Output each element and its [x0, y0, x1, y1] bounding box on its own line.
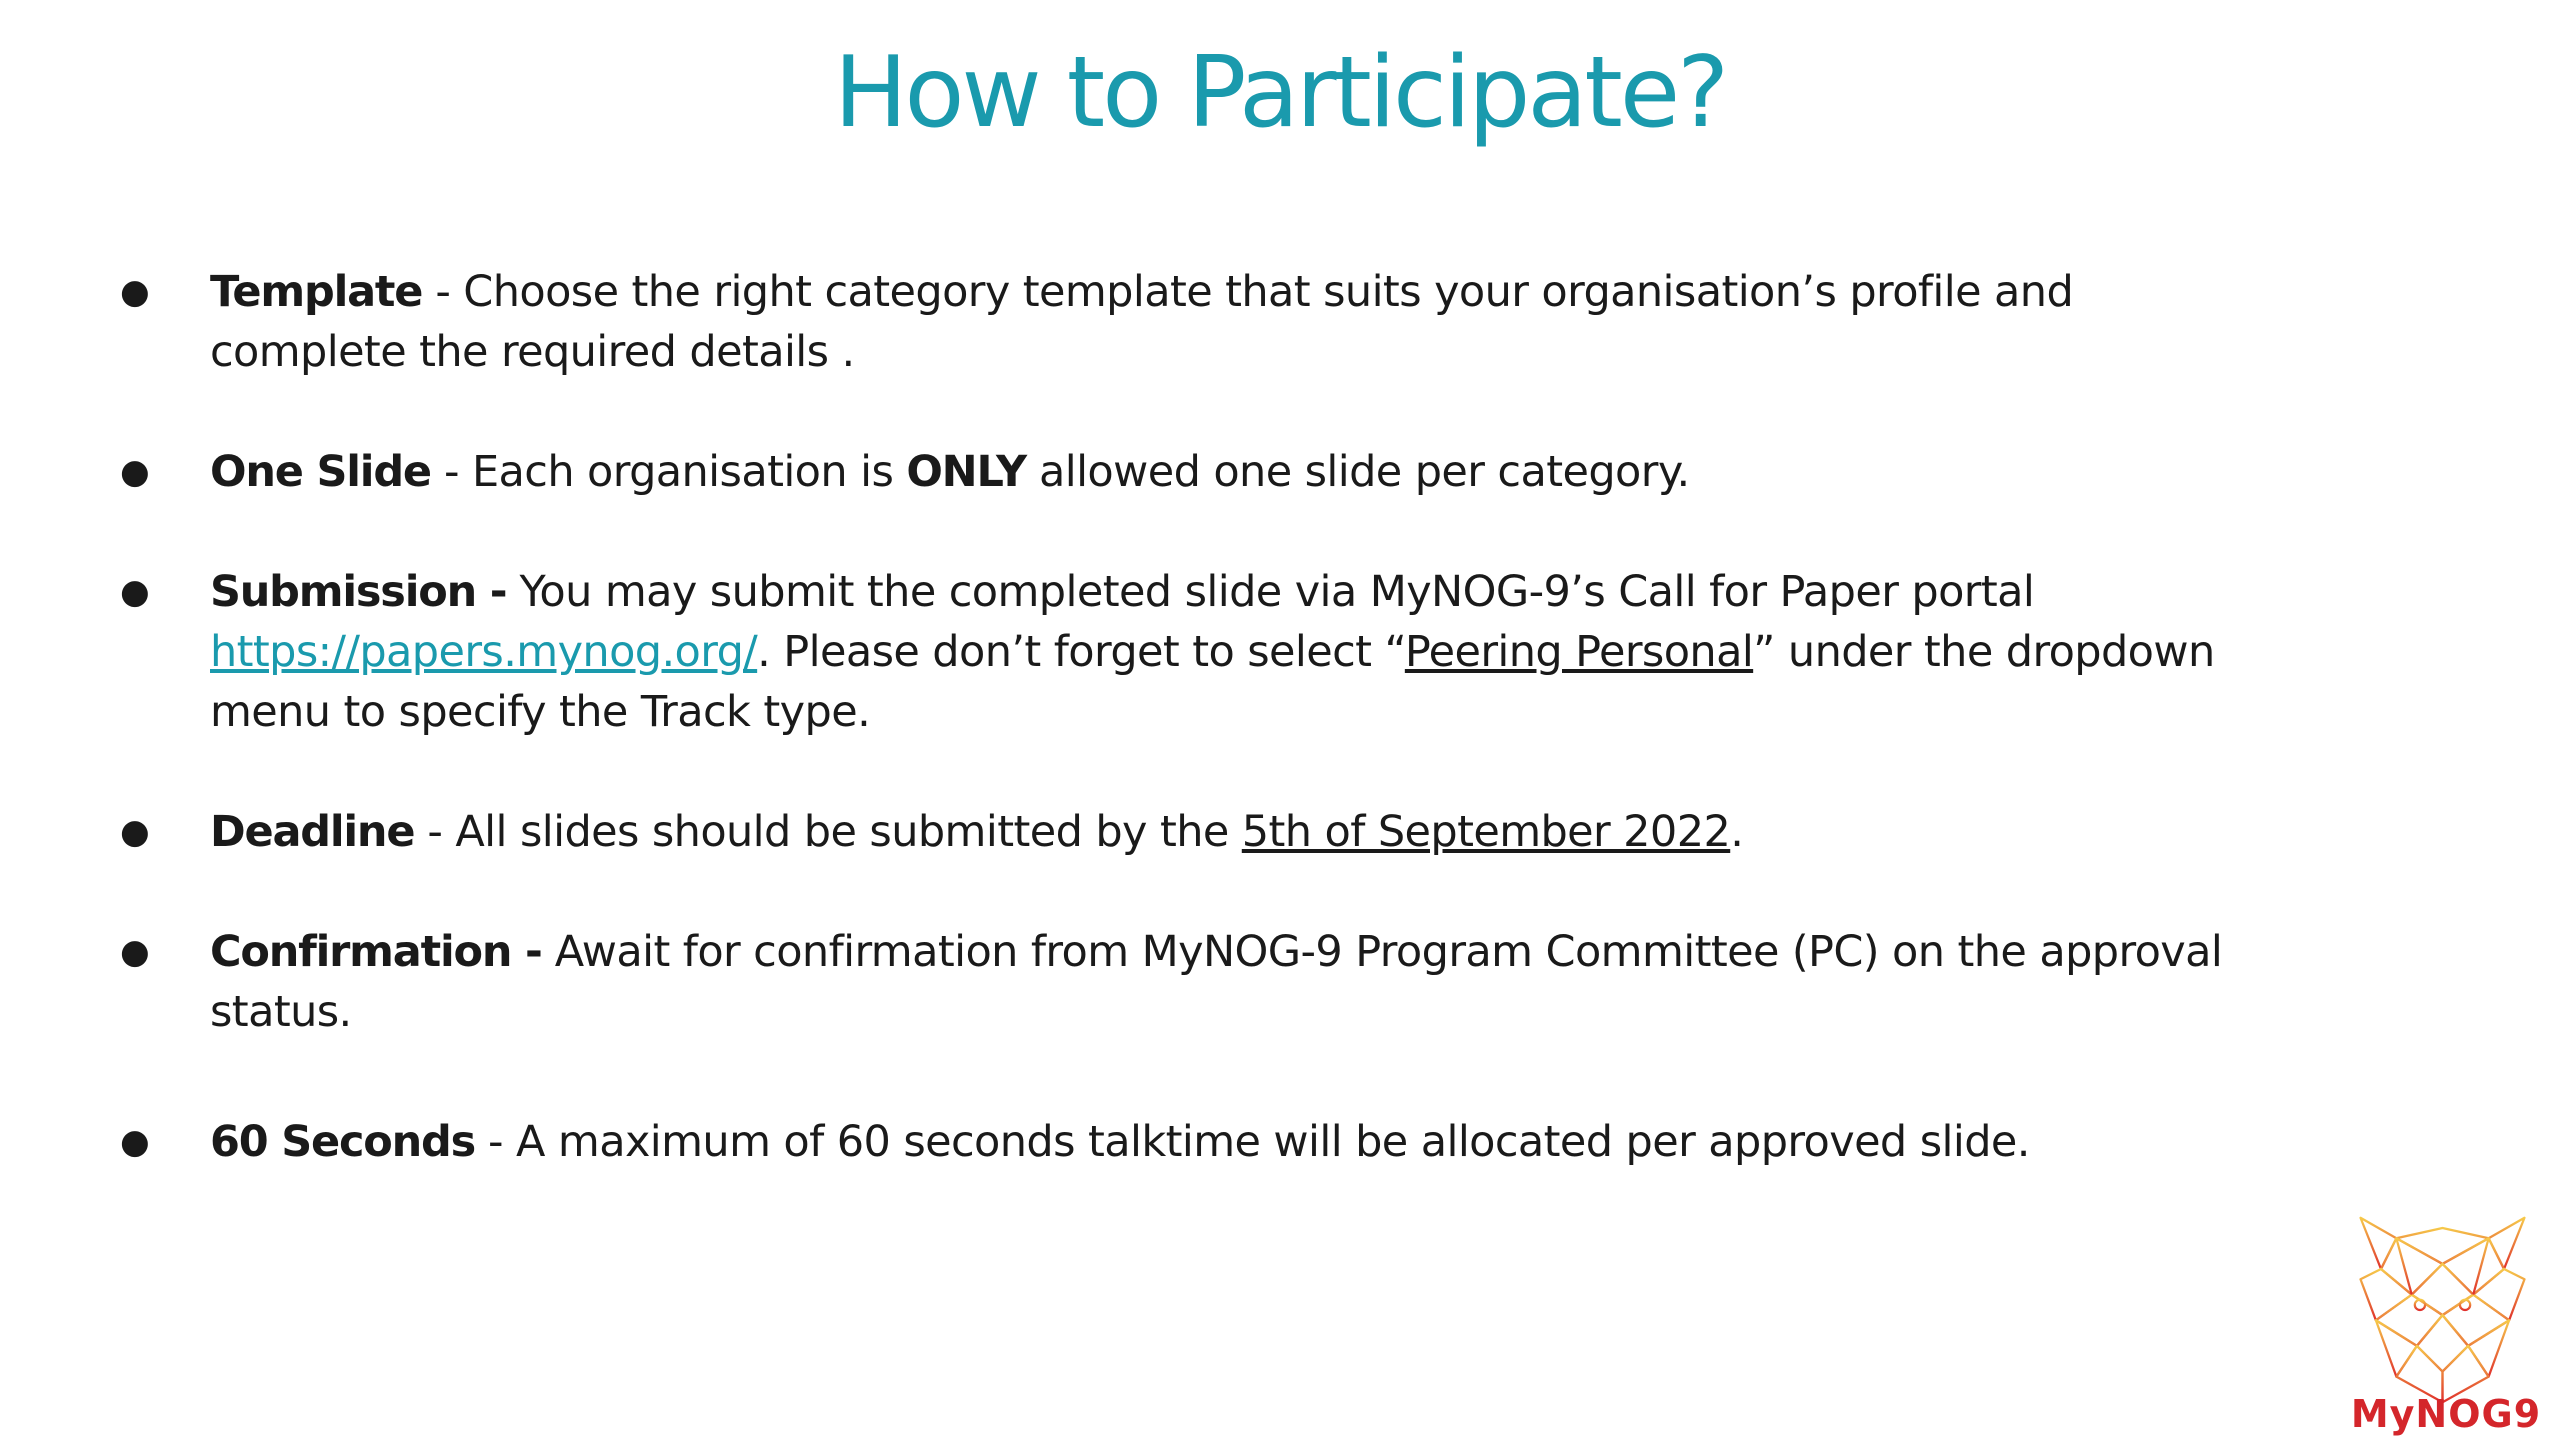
term-one-slide: One Slide [210, 447, 431, 497]
deadline-date: 5th of September 2022 [1241, 807, 1731, 857]
body-submission-part-2: . Please don’t forget to select “ [757, 627, 1405, 677]
body-confirmation: Await for confirmation from MyNOG-9 Program Committee (PC) on the approval status. [210, 927, 2223, 1037]
body-one-slide-part-2: allowed one slide per category. [1025, 447, 1690, 497]
list-item-text [210, 802, 2240, 862]
body-submission-part-1: You may submit the completed slide via MyNOG-9’s Call for Paper portal [506, 567, 2035, 617]
term-confirmation: Confirmation - [210, 927, 542, 977]
body-submission-part-3: ” under the dropdown menu to specify the Track type. [210, 627, 2215, 737]
papers-portal-link[interactable]: https://papers.mynog.org/ [210, 627, 758, 677]
page-title: How to Participate? [833, 36, 1727, 150]
track-name: Peering Personal [1404, 627, 1754, 677]
term-deadline: Deadline [210, 807, 415, 857]
body-deadline-part-2: . [1730, 807, 1744, 857]
body-deadline-part-1: - All slides should be submitted by the [414, 807, 1242, 857]
bullet-dot: ● [120, 572, 150, 612]
bullet-dot: ● [120, 932, 150, 972]
term-template: Template [210, 267, 423, 317]
term-60-seconds: 60 Seconds [210, 1117, 475, 1167]
term-submission: Submission - [210, 567, 507, 617]
list-item-text [210, 922, 2240, 1042]
list-item-text [210, 442, 2240, 502]
logo-text: MyNOG9 [2350, 1392, 2542, 1436]
body-60-seconds: - A maximum of 60 seconds talktime will be allocated per approved slide. [474, 1117, 2030, 1167]
list-item-text [210, 1112, 2240, 1172]
bullet-dot: ● [120, 812, 150, 852]
body-one-slide-part-1: - Each organisation is [430, 447, 907, 497]
body-template: - Choose the right category template that suits your organisation’s profile and complete the required details . [210, 267, 2074, 377]
list-item-text [210, 562, 2240, 742]
bullet-dot: ● [120, 452, 150, 492]
bullet-dot: ● [120, 1122, 150, 1162]
emphasis-only: ONLY [906, 447, 1026, 497]
list-item-text [210, 262, 2240, 382]
bullet-dot: ● [120, 272, 150, 312]
